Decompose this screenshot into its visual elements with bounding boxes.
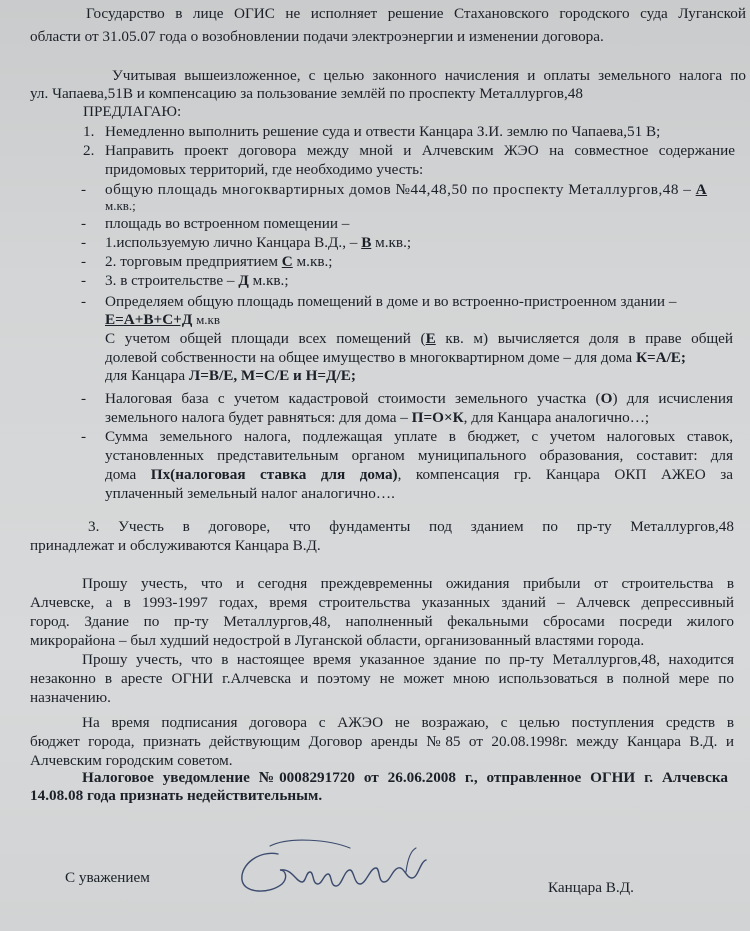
paragraph-expectations-line-2: Алчевске, а в 1993-1997 годах, время строительства указанных зданий – Алчевск депрессивный (30, 594, 734, 611)
closing-regards: С уважением (65, 869, 150, 886)
item-1-number: 1. (83, 123, 95, 140)
paragraph-arrest-line-1: Прошу учесть, что в настоящее время указанное здание по пр-ту Металлургов,48, находится (82, 651, 734, 668)
bullet-1-text: общую площадь многоквартирных домов №44,48,50 по проспекту Металлургов,48 – А (105, 181, 708, 198)
item-2-text-line-2: придомовых территорий, где необходимо учесть: (105, 161, 424, 178)
paragraph-lease-line-2: бюджет города, признать действующим Договор аренды №85 от 20.08.1998г. между Канцара В.Д. и (30, 733, 734, 750)
handwritten-signature (230, 832, 440, 902)
paragraph-arrest-line-2: незаконно в аресте ОГНИ г.Алчевска и поэтому не может мною использоваться в полной мере по (30, 670, 734, 687)
paragraph-foundations-line-2: принадлежат и обслуживаются Канцара В.Д. (30, 537, 321, 554)
bullet-3-text: 1.используемую лично Канцара В.Д., – В м.кв.; (105, 234, 412, 251)
bullet-8-text-line-3: дома Пх(налоговая ставка для дома), компенсация гр. Канцара ОКП АЖЕО за (105, 466, 733, 483)
bullet-5-text: 3. в строительстве – Д м.кв.; (105, 272, 289, 289)
paragraph-notice-line-2: 14.08.08 года признать недействительным. (30, 787, 323, 804)
paragraph-lease-line-3: Алчевским городским советом. (30, 752, 233, 769)
bullet-7-text-line-2: земельного налога будет равняться: для дома – П=О×К, для Канцара аналогично…; (105, 409, 650, 426)
bullet-7-text-line-1: Налоговая база с учетом кадастровой стоимости земельного участка (О) для исчисления (105, 390, 733, 407)
propose-heading: ПРЕДЛАГАЮ: (83, 103, 182, 120)
item-1-text: Немедленно выполнить решение суда и отвести Канцара З.И. землю по Чапаева,51 В; (105, 123, 661, 140)
paragraph-considering-line-1: Учитывая вышеизложенное, с целью законного начисления и оплаты земельного налога по (112, 67, 746, 84)
item-2-number: 2. (83, 142, 95, 159)
paragraph-expectations-line-3: город. Здание по пр-ту Металлургов,48, наполненный фекальными сбросами посреди жилого (30, 613, 734, 630)
bullet-1-unit: м.кв.; (105, 198, 136, 213)
bullet-dash: - (81, 253, 87, 270)
item-2-text-line-1: Направить проект договора между мной и Алчевским ЖЭО на совместное содержание (105, 142, 735, 159)
bullet-dash: - (81, 390, 87, 407)
signer-name: Канцара В.Д. (548, 879, 634, 896)
bullet-4-text: 2. торговым предприятием С м.кв.; (105, 253, 333, 270)
bullet-dash: - (81, 293, 87, 310)
paragraph-state-line-2: области от 31.05.07 года о возобновлении подачи электроэнергии и изменении договора. (30, 28, 604, 45)
paragraph-arrest-line-3: назначению. (30, 689, 111, 706)
bullet-6-text-line-3: С учетом общей площади всех помещений (Е кв. м) вычисляется доля в праве общей (105, 330, 734, 347)
bullet-6-text-line-4: долевой собственности на общее имущество в многоквартирном доме – для дома К=А/Е; (105, 349, 686, 366)
bullet-2-text: площадь во встроенном помещении – (105, 215, 350, 232)
bullet-6-text-line-5: для Канцара Л=В/Е, М=С/Е и Н=Д/Е; (105, 367, 356, 384)
bullet-dash: - (81, 428, 87, 445)
bullet-dash: - (81, 272, 87, 289)
bullet-dash: - (81, 234, 87, 251)
paragraph-foundations-line-1: 3. Учесть в договоре, что фундаменты под зданием по пр-ту Металлургов,48 (88, 518, 734, 535)
paragraph-expectations-line-1: Прошу учесть, что и сегодня преждевременны ожидания прибыли от строительства в (82, 575, 734, 592)
bullet-8-text-line-4: уплаченный земельный налог аналогично…. (105, 485, 395, 502)
bullet-dash: - (81, 181, 87, 198)
paragraph-state-line-1: Государство в лице ОГИС не исполняет решение Стахановского городского суда Луганской (86, 5, 746, 22)
bullet-6-formula: Е=А+В+С+Д м.кв (105, 311, 220, 328)
paragraph-lease-line-1: На время подписания договора с АЖЭО не возражаю, с целью поступления средств в (82, 714, 734, 731)
paragraph-notice-line-1: Налоговое уведомление №0008291720 от 26.06.2008 г., отправленное ОГНИ г. Алчевска (82, 769, 728, 786)
bullet-8-text-line-2: установленных представительным органом муниципального образования, составит: для (105, 447, 733, 464)
bullet-dash: - (81, 215, 87, 232)
bullet-8-text-line-1: Сумма земельного налога, подлежащая уплате в бюджет, с учетом налоговых ставок, (105, 428, 733, 445)
paragraph-expectations-line-4: микрорайона – был худший недострой в Луганской области, организованный властями города. (30, 632, 645, 649)
bullet-6-text-line-1: Определяем общую площадь помещений в доме и во встроенно-пристроенном здании – (105, 293, 677, 310)
paragraph-considering-line-2: ул. Чапаева,51В и компенсацию за пользование землёй по проспекту Металлургов,48 (30, 85, 583, 102)
